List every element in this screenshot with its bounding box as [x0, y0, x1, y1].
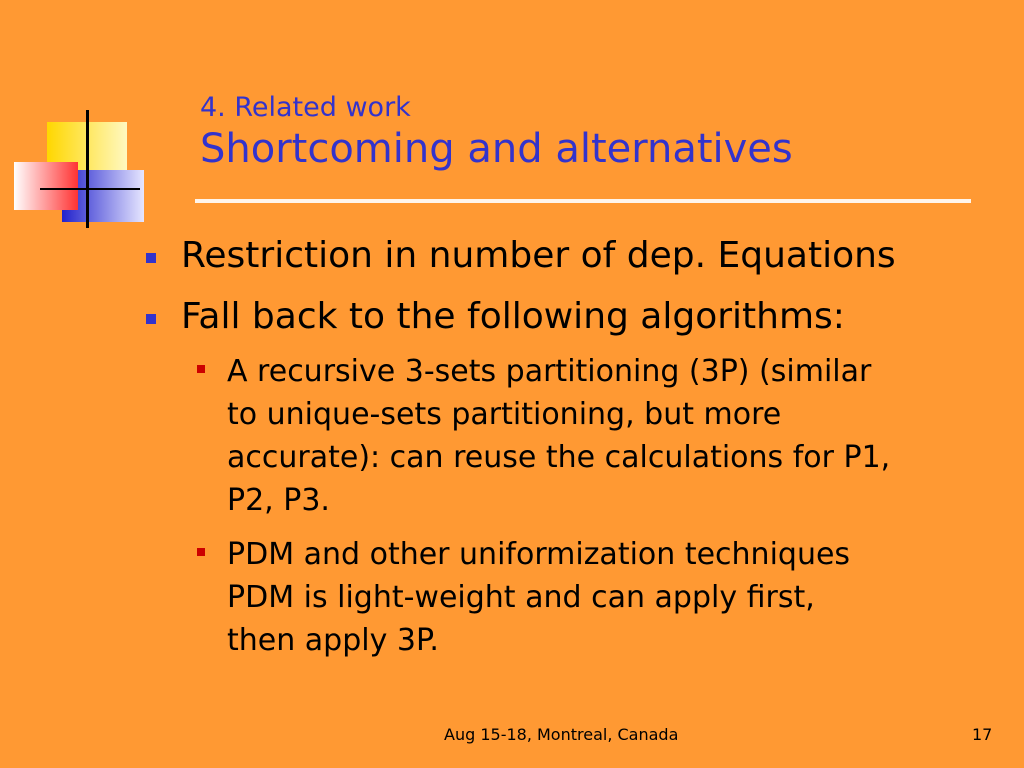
slide-number: 17: [972, 725, 993, 744]
sub-bullet-line: then apply 3P.: [227, 623, 439, 658]
square-bullet-icon: [146, 314, 156, 324]
square-bullet-icon: [197, 365, 205, 373]
slide-title: Shortcoming and alternatives: [200, 126, 793, 172]
sub-bullet-line: P2, P3.: [227, 483, 330, 518]
sub-bullet-line: PDM and other uniformization techniques: [227, 537, 851, 572]
sub-bullet-line: A recursive 3-sets partitioning (3P) (similar: [227, 354, 872, 389]
footer-location: Aug 15-18, Montreal, Canada: [444, 725, 679, 744]
square-bullet-icon: [197, 548, 205, 556]
square-bullet-icon: [146, 253, 156, 263]
sub-bullet-line: accurate): can reuse the calculations for P1,: [227, 440, 891, 475]
sub-bullet-line: to unique-sets partitioning, but more: [227, 397, 782, 432]
bullet-text: Fall back to the following algorithms:: [181, 296, 845, 337]
slide-subtitle: 4. Related work: [200, 92, 411, 123]
sub-bullet-line: PDM is light-weight and can apply first,: [227, 580, 815, 615]
bullet-text: Restriction in number of dep. Equations: [181, 235, 896, 276]
